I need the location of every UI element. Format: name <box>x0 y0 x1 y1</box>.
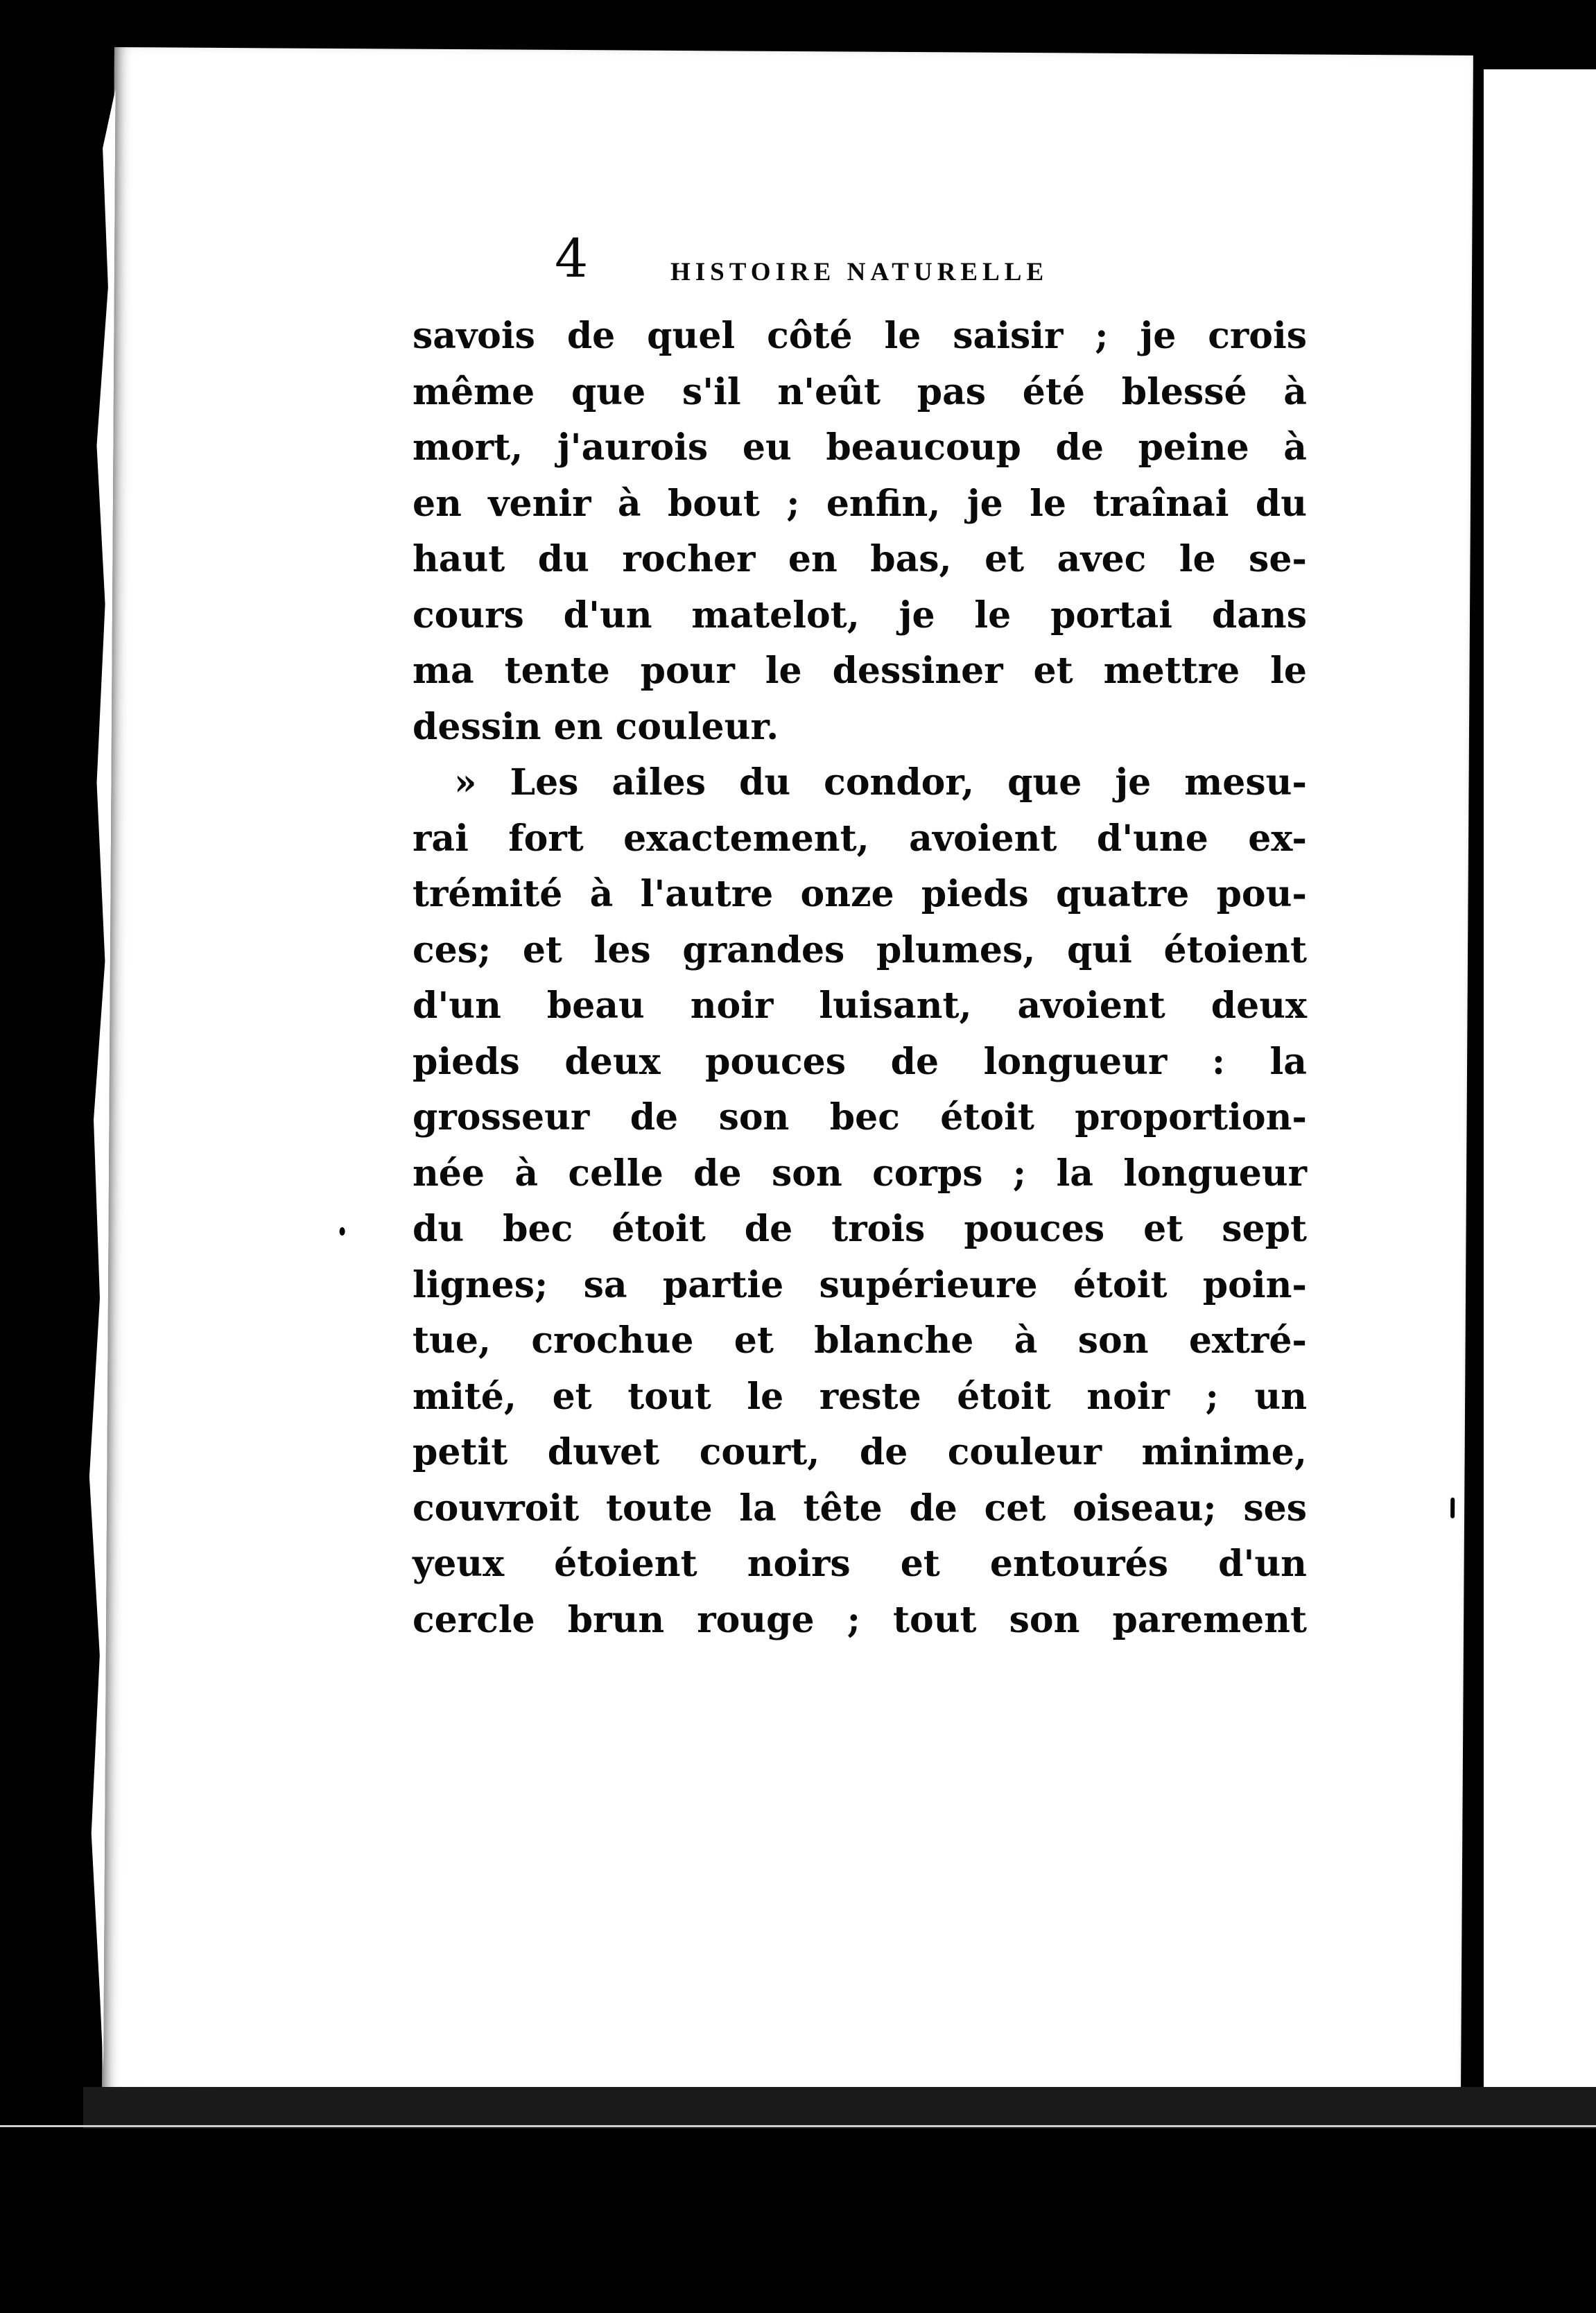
text-line: lignes; sa partie supérieure étoit poin- <box>413 1263 1307 1306</box>
text-line: en venir à bout ; enfin, je le traînai du <box>413 482 1307 525</box>
text-line: du bec étoit de trois pouces et sept <box>413 1208 1307 1250</box>
text-line: trémité à l'autre onze pieds quatre pou- <box>413 873 1307 915</box>
text-line: couvroit toute la tête de cet oiseau; ses <box>413 1487 1307 1530</box>
running-title: HISTOIRE NATURELLE <box>670 258 1049 286</box>
text-line: yeux étoient noirs et entourés d'un <box>413 1543 1307 1585</box>
page-number: 4 <box>555 227 589 289</box>
text-line: ma tente pour le dessiner et mettre le <box>413 650 1307 692</box>
facing-page-edge <box>1484 69 1596 2122</box>
text-line: grosseur de son bec étoit proportion- <box>413 1096 1307 1138</box>
page-bottom-shadow <box>83 2087 1596 2129</box>
text-line: tue, crochue et blanche à son extré- <box>413 1319 1307 1362</box>
page-header <box>413 227 1307 309</box>
text-line: dessin en couleur. <box>413 705 779 748</box>
text-line: ces; et les grandes plumes, qui étoient <box>413 928 1307 971</box>
scan-border-line <box>0 2125 1596 2127</box>
text-line: » Les ailes du condor, que je mesu- <box>454 761 1307 804</box>
text-line: savois de quel côté le saisir ; je crois <box>413 315 1307 357</box>
text-line: d'un beau noir luisant, avoient deux <box>413 985 1307 1027</box>
text-line: mité, et tout le reste étoit noir ; un <box>413 1375 1307 1418</box>
page-text <box>413 227 1307 1648</box>
text-line: cercle brun rouge ; tout son parement <box>413 1598 1307 1641</box>
ink-speck <box>340 1227 345 1236</box>
text-line: petit duvet court, de couleur minime, <box>413 1431 1307 1473</box>
text-line: mort, j'aurois eu beaucoup de peine à <box>413 426 1307 469</box>
ink-speck <box>1450 1498 1455 1518</box>
text-line: rai fort exactement, avoient d'une ex- <box>413 817 1307 860</box>
text-line: pieds deux pouces de longueur : la <box>413 1040 1307 1083</box>
text-line: cours d'un matelot, je le portai dans <box>413 594 1307 636</box>
text-line: même que s'il n'eût pas été blessé à <box>413 370 1307 413</box>
text-line: née à celle de son corps ; la longueur <box>413 1152 1307 1195</box>
text-line: haut du rocher en bas, et avec le se- <box>413 538 1307 580</box>
